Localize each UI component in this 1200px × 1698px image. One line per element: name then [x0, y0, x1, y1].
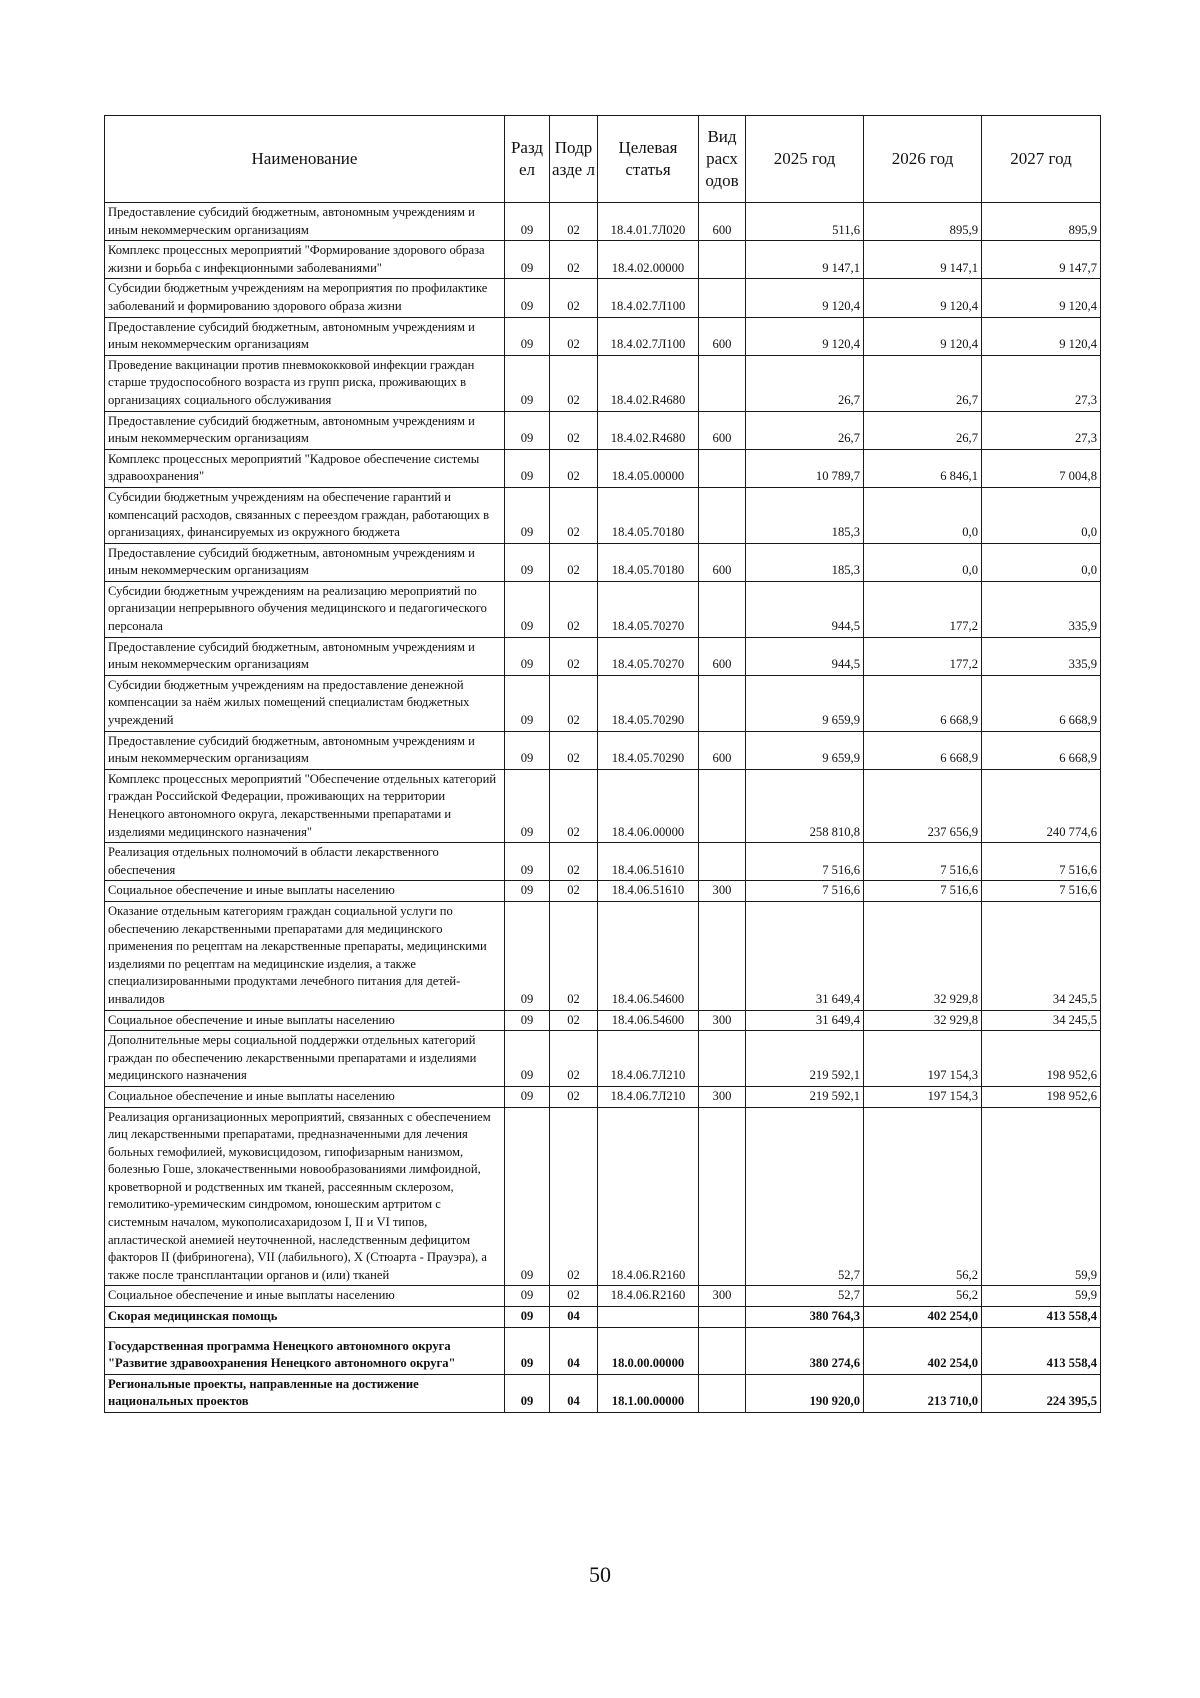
row-value-2027: 335,9 — [982, 637, 1101, 675]
row-target-article: 18.4.01.7Л020 — [598, 203, 699, 241]
row-target-article: 18.4.06.51610 — [598, 881, 699, 902]
row-subsection: 02 — [550, 355, 598, 411]
row-subsection: 02 — [550, 1086, 598, 1107]
row-section: 09 — [505, 1031, 550, 1087]
row-value-2027: 27,3 — [982, 355, 1101, 411]
row-value-2025: 380 274,6 — [746, 1327, 864, 1374]
row-target-article: 18.4.05.70180 — [598, 543, 699, 581]
row-value-2027: 6 668,9 — [982, 731, 1101, 769]
table-row — [105, 731, 1101, 769]
row-section: 09 — [505, 317, 550, 355]
row-value-2026: 177,2 — [864, 581, 982, 637]
row-name: Реализация организационных мероприятий, связанных с обеспечением лиц лекарственными препаратами, предназначенными для лечения больных гемофилией, муковисцидозом, гипофизарным нанизмом, болезнью Гоше, злокачественными новообразованиями лимфоидной, кроветворной и родственных им тканей, рассеянным склерозом, гемолитико-уремическим синдромом, юношеским артритом с системным началом, мукополисахаридозом I, II и VI типов, апластической анемией неуточненной, наследственным дефицитом факторов II (фибриногена), VII (лабильного), X (Стюарта - Прауэра), а также после трансплантации органов и (или) тканей — [105, 1107, 505, 1286]
row-target-article: 18.4.02.7Л100 — [598, 317, 699, 355]
row-section: 09 — [505, 1374, 550, 1412]
row-target-article: 18.4.05.70270 — [598, 637, 699, 675]
row-subsection: 02 — [550, 449, 598, 487]
row-value-2025: 511,6 — [746, 203, 864, 241]
row-subsection: 02 — [550, 543, 598, 581]
row-value-2027: 7 004,8 — [982, 449, 1101, 487]
table-row — [105, 637, 1101, 675]
row-target-article: 18.4.06.7Л210 — [598, 1086, 699, 1107]
table-row — [105, 279, 1101, 317]
table-row — [105, 843, 1101, 881]
row-value-2026: 402 254,0 — [864, 1307, 982, 1328]
page-number: 50 — [589, 1562, 611, 1587]
row-value-2026: 6 846,1 — [864, 449, 982, 487]
row-target-article: 18.1.00.00000 — [598, 1374, 699, 1412]
row-value-2027: 9 120,4 — [982, 279, 1101, 317]
row-section: 09 — [505, 881, 550, 902]
table-row — [105, 1031, 1101, 1087]
row-section: 09 — [505, 1086, 550, 1107]
row-value-2026: 0,0 — [864, 543, 982, 581]
header-year-2027: 2027 год — [982, 116, 1101, 203]
row-value-2025: 31 649,4 — [746, 1010, 864, 1031]
row-value-2026: 26,7 — [864, 355, 982, 411]
row-name: Комплекс процессных мероприятий "Обеспечение отдельных категорий граждан Российской Федерации, проживающих на территории Ненецкого автономного округа, лекарственными препаратами и изделиями медицинского назначения" — [105, 769, 505, 842]
row-value-2026: 197 154,3 — [864, 1086, 982, 1107]
row-value-2027: 6 668,9 — [982, 675, 1101, 731]
row-subsection: 02 — [550, 241, 598, 279]
table-row — [105, 1086, 1101, 1107]
row-value-2025: 219 592,1 — [746, 1086, 864, 1107]
row-target-article: 18.4.05.70290 — [598, 675, 699, 731]
row-value-2025: 31 649,4 — [746, 901, 864, 1010]
row-section: 09 — [505, 355, 550, 411]
row-value-2027: 0,0 — [982, 543, 1101, 581]
table-row — [105, 1107, 1101, 1286]
row-subsection: 04 — [550, 1327, 598, 1374]
row-value-2025: 26,7 — [746, 411, 864, 449]
row-expense-type: 300 — [699, 1086, 746, 1107]
row-value-2027: 413 558,4 — [982, 1307, 1101, 1328]
row-value-2026: 56,2 — [864, 1286, 982, 1307]
header-year-2026: 2026 год — [864, 116, 982, 203]
row-target-article: 18.4.02.R4680 — [598, 411, 699, 449]
table-row — [105, 241, 1101, 279]
row-name: Предоставление субсидий бюджетным, автономным учреждениям и иным некоммерческим организациям — [105, 543, 505, 581]
row-expense-type: 600 — [699, 543, 746, 581]
row-value-2026: 56,2 — [864, 1107, 982, 1286]
row-expense-type — [699, 355, 746, 411]
row-target-article: 18.4.02.7Л100 — [598, 279, 699, 317]
row-value-2025: 26,7 — [746, 355, 864, 411]
row-value-2027: 34 245,5 — [982, 1010, 1101, 1031]
table-row — [105, 543, 1101, 581]
header-section: Разд ел — [505, 116, 550, 203]
row-value-2025: 9 147,1 — [746, 241, 864, 279]
row-value-2025: 7 516,6 — [746, 881, 864, 902]
row-expense-type — [699, 675, 746, 731]
row-name: Предоставление субсидий бюджетным, автономным учреждениям и иным некоммерческим организациям — [105, 731, 505, 769]
row-expense-type: 600 — [699, 317, 746, 355]
row-value-2025: 9 659,9 — [746, 731, 864, 769]
row-expense-type — [699, 1307, 746, 1328]
row-section: 09 — [505, 449, 550, 487]
row-expense-type — [699, 843, 746, 881]
row-target-article: 18.4.02.00000 — [598, 241, 699, 279]
row-name: Социальное обеспечение и иные выплаты населению — [105, 1086, 505, 1107]
row-value-2027: 413 558,4 — [982, 1327, 1101, 1374]
row-value-2027: 198 952,6 — [982, 1086, 1101, 1107]
row-expense-type — [699, 449, 746, 487]
row-expense-type: 300 — [699, 1286, 746, 1307]
row-name: Социальное обеспечение и иные выплаты населению — [105, 1010, 505, 1031]
row-section: 09 — [505, 901, 550, 1010]
row-section: 09 — [505, 1107, 550, 1286]
row-section: 09 — [505, 1307, 550, 1328]
row-value-2027: 9 120,4 — [982, 317, 1101, 355]
row-expense-type: 300 — [699, 1010, 746, 1031]
table-row — [105, 449, 1101, 487]
row-expense-type — [699, 1374, 746, 1412]
row-value-2026: 7 516,6 — [864, 843, 982, 881]
row-name: Субсидии бюджетным учреждениям на мероприятия по профилактике заболеваний и формированию здорового образа жизни — [105, 279, 505, 317]
row-subsection: 02 — [550, 1031, 598, 1087]
table-row — [105, 1327, 1101, 1374]
row-value-2027: 34 245,5 — [982, 901, 1101, 1010]
row-section: 09 — [505, 411, 550, 449]
row-section: 09 — [505, 637, 550, 675]
row-name: Проведение вакцинации против пневмококковой инфекции граждан старше трудоспособного возраста из групп риска, проживающих в организациях социального обслуживания — [105, 355, 505, 411]
row-subsection: 02 — [550, 901, 598, 1010]
table-row — [105, 581, 1101, 637]
row-subsection: 02 — [550, 279, 598, 317]
row-name: Предоставление субсидий бюджетным, автономным учреждениям и иным некоммерческим организациям — [105, 637, 505, 675]
row-section: 09 — [505, 543, 550, 581]
row-value-2026: 197 154,3 — [864, 1031, 982, 1087]
row-value-2026: 26,7 — [864, 411, 982, 449]
row-target-article: 18.4.06.51610 — [598, 843, 699, 881]
row-section: 09 — [505, 1327, 550, 1374]
row-name: Субсидии бюджетным учреждениям на обеспечение гарантий и компенсаций расходов, связанных с переездом граждан, работающих в организациях, финансируемых из окружного бюджета — [105, 487, 505, 543]
row-value-2026: 32 929,8 — [864, 901, 982, 1010]
row-subsection: 02 — [550, 317, 598, 355]
table-row — [105, 675, 1101, 731]
row-subsection: 02 — [550, 637, 598, 675]
row-value-2027: 335,9 — [982, 581, 1101, 637]
row-name: Социальное обеспечение и иные выплаты населению — [105, 1286, 505, 1307]
row-expense-type — [699, 487, 746, 543]
row-value-2026: 895,9 — [864, 203, 982, 241]
row-value-2025: 380 764,3 — [746, 1307, 864, 1328]
row-value-2026: 213 710,0 — [864, 1374, 982, 1412]
row-subsection: 04 — [550, 1374, 598, 1412]
row-name: Социальное обеспечение и иные выплаты населению — [105, 881, 505, 902]
row-name: Скорая медицинская помощь — [105, 1307, 505, 1328]
row-target-article: 18.4.06.54600 — [598, 901, 699, 1010]
row-section: 09 — [505, 731, 550, 769]
row-value-2025: 258 810,8 — [746, 769, 864, 842]
row-target-article: 18.0.00.00000 — [598, 1327, 699, 1374]
row-value-2027: 198 952,6 — [982, 1031, 1101, 1087]
row-target-article: 18.4.06.R2160 — [598, 1286, 699, 1307]
row-target-article: 18.4.05.70270 — [598, 581, 699, 637]
row-value-2027: 7 516,6 — [982, 881, 1101, 902]
budget-table — [104, 115, 1101, 1413]
table-row — [105, 1307, 1101, 1328]
table-row — [105, 317, 1101, 355]
table-row — [105, 355, 1101, 411]
header-name: Наименование — [105, 116, 505, 203]
header-target-article: Целевая статья — [598, 116, 699, 203]
row-value-2027: 895,9 — [982, 203, 1101, 241]
table-row — [105, 1374, 1101, 1412]
row-value-2025: 944,5 — [746, 581, 864, 637]
row-target-article: 18.4.06.00000 — [598, 769, 699, 842]
row-value-2027: 224 395,5 — [982, 1374, 1101, 1412]
row-value-2027: 59,9 — [982, 1107, 1101, 1286]
header-year-2025: 2025 год — [746, 116, 864, 203]
row-subsection: 02 — [550, 1286, 598, 1307]
row-value-2026: 402 254,0 — [864, 1327, 982, 1374]
row-subsection: 02 — [550, 731, 598, 769]
row-name: Субсидии бюджетным учреждениям на предоставление денежной компенсации за наём жилых помещений специалистам бюджетных учреждений — [105, 675, 505, 731]
table-body — [105, 203, 1101, 1413]
row-value-2026: 6 668,9 — [864, 731, 982, 769]
row-section: 09 — [505, 675, 550, 731]
row-value-2027: 9 147,7 — [982, 241, 1101, 279]
row-expense-type: 300 — [699, 881, 746, 902]
row-section: 09 — [505, 581, 550, 637]
row-name: Реализация отдельных полномочий в области лекарственного обеспечения — [105, 843, 505, 881]
row-name: Дополнительные меры социальной поддержки отдельных категорий граждан по обеспечению лекарственными препаратами и изделиями медицинского назначения — [105, 1031, 505, 1087]
row-expense-type: 600 — [699, 731, 746, 769]
row-value-2026: 9 147,1 — [864, 241, 982, 279]
table-row — [105, 1010, 1101, 1031]
row-expense-type — [699, 901, 746, 1010]
row-value-2025: 9 659,9 — [746, 675, 864, 731]
row-section: 09 — [505, 487, 550, 543]
table-row — [105, 1286, 1101, 1307]
row-value-2025: 7 516,6 — [746, 843, 864, 881]
table-header-row — [105, 116, 1101, 203]
row-section: 09 — [505, 1010, 550, 1031]
row-value-2025: 10 789,7 — [746, 449, 864, 487]
row-name: Комплекс процессных мероприятий "Кадровое обеспечение системы здравоохранения" — [105, 449, 505, 487]
row-value-2027: 240 774,6 — [982, 769, 1101, 842]
row-subsection: 02 — [550, 203, 598, 241]
table-row — [105, 203, 1101, 241]
row-subsection: 02 — [550, 881, 598, 902]
row-expense-type — [699, 279, 746, 317]
table-row — [105, 901, 1101, 1010]
row-value-2026: 9 120,4 — [864, 279, 982, 317]
row-subsection: 02 — [550, 675, 598, 731]
row-section: 09 — [505, 843, 550, 881]
row-expense-type: 600 — [699, 637, 746, 675]
row-section: 09 — [505, 203, 550, 241]
row-subsection: 02 — [550, 769, 598, 842]
row-subsection: 02 — [550, 1107, 598, 1286]
row-name: Региональные проекты, направленные на достижение национальных проектов — [105, 1374, 505, 1412]
row-value-2025: 944,5 — [746, 637, 864, 675]
row-subsection: 02 — [550, 411, 598, 449]
row-value-2025: 52,7 — [746, 1286, 864, 1307]
row-expense-type: 600 — [699, 411, 746, 449]
row-section: 09 — [505, 241, 550, 279]
row-value-2026: 32 929,8 — [864, 1010, 982, 1031]
row-name: Оказание отдельным категориям граждан социальной услуги по обеспечению лекарственными препаратами для медицинского применения по рецептам на лекарственные препараты, медицинскими изделиями по рецептам на медицинские изделия, а также специализированными продуктами лечебного питания для детей-инвалидов — [105, 901, 505, 1010]
row-expense-type — [699, 769, 746, 842]
row-target-article: 18.4.06.54600 — [598, 1010, 699, 1031]
row-value-2026: 177,2 — [864, 637, 982, 675]
row-expense-type: 600 — [699, 203, 746, 241]
header-expense-type: Вид расх одов — [699, 116, 746, 203]
row-value-2025: 190 920,0 — [746, 1374, 864, 1412]
row-target-article: 18.4.05.70180 — [598, 487, 699, 543]
row-value-2026: 6 668,9 — [864, 675, 982, 731]
row-name: Предоставление субсидий бюджетным, автономным учреждениям и иным некоммерческим организациям — [105, 317, 505, 355]
row-value-2026: 237 656,9 — [864, 769, 982, 842]
row-value-2027: 0,0 — [982, 487, 1101, 543]
row-value-2025: 52,7 — [746, 1107, 864, 1286]
row-section: 09 — [505, 1286, 550, 1307]
row-value-2025: 9 120,4 — [746, 279, 864, 317]
row-expense-type — [699, 1031, 746, 1087]
row-name: Государственная программа Ненецкого автономного округа "Развитие здравоохранения Ненецкого автономного округа" — [105, 1327, 505, 1374]
row-value-2026: 9 120,4 — [864, 317, 982, 355]
row-value-2027: 59,9 — [982, 1286, 1101, 1307]
row-value-2027: 7 516,6 — [982, 843, 1101, 881]
row-target-article: 18.4.02.R4680 — [598, 355, 699, 411]
header-subsection: Подр азде л — [550, 116, 598, 203]
row-name: Комплекс процессных мероприятий "Формирование здорового образа жизни и борьба с инфекционными заболеваниями" — [105, 241, 505, 279]
table-row — [105, 881, 1101, 902]
table-row — [105, 411, 1101, 449]
row-value-2025: 185,3 — [746, 543, 864, 581]
row-value-2025: 9 120,4 — [746, 317, 864, 355]
row-expense-type — [699, 581, 746, 637]
row-subsection: 04 — [550, 1307, 598, 1328]
row-expense-type — [699, 241, 746, 279]
row-subsection: 02 — [550, 487, 598, 543]
row-expense-type — [699, 1327, 746, 1374]
row-target-article: 18.4.06.7Л210 — [598, 1031, 699, 1087]
row-value-2026: 0,0 — [864, 487, 982, 543]
row-target-article: 18.4.05.70290 — [598, 731, 699, 769]
row-target-article: 18.4.05.00000 — [598, 449, 699, 487]
row-subsection: 02 — [550, 843, 598, 881]
row-target-article — [598, 1307, 699, 1328]
table-row — [105, 487, 1101, 543]
row-name: Субсидии бюджетным учреждениям на реализацию мероприятий по организации непрерывного обучения медицинского и педагогического персонала — [105, 581, 505, 637]
row-target-article: 18.4.06.R2160 — [598, 1107, 699, 1286]
row-section: 09 — [505, 279, 550, 317]
row-name: Предоставление субсидий бюджетным, автономным учреждениям и иным некоммерческим организациям — [105, 411, 505, 449]
row-section: 09 — [505, 769, 550, 842]
row-expense-type — [699, 1107, 746, 1286]
row-value-2026: 7 516,6 — [864, 881, 982, 902]
row-subsection: 02 — [550, 581, 598, 637]
row-value-2025: 219 592,1 — [746, 1031, 864, 1087]
row-value-2025: 185,3 — [746, 487, 864, 543]
row-value-2027: 27,3 — [982, 411, 1101, 449]
row-name: Предоставление субсидий бюджетным, автономным учреждениям и иным некоммерческим организациям — [105, 203, 505, 241]
row-subsection: 02 — [550, 1010, 598, 1031]
table-row — [105, 769, 1101, 842]
